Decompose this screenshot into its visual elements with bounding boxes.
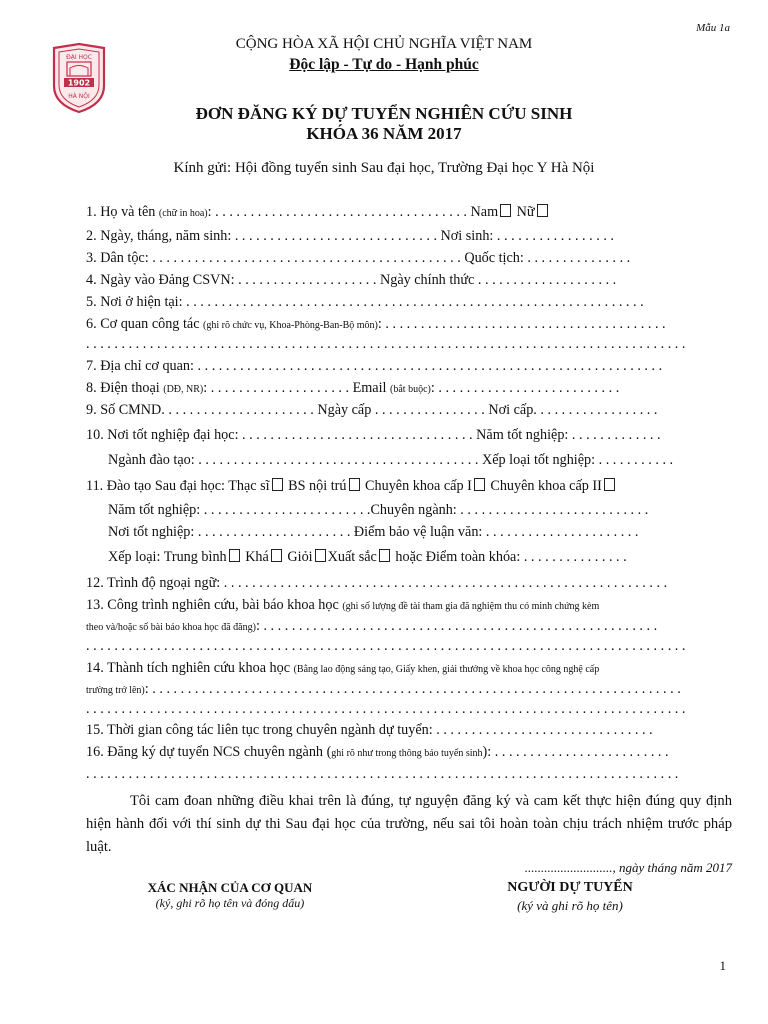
field-work-time[interactable]: 15. Thời gian công tác liên tục trong chuyên ngành dự tuyển: . . . . . . . . . . . . . . . . . . . . . . . . . . . . . . .: [86, 722, 653, 738]
field-dots: : . . . . . . . . . . . . . . . . . . . . . . . . . . . . . . . . . . . . . . . . . . . . . . . . . . . . . . . .: [255, 618, 658, 634]
field-language[interactable]: 12. Trình độ ngoại ngữ: . . . . . . . . . . . . . . . . . . . . . . . . . . . . . . . . . . . . . . . . . . . . . . . . . . . . . . . . . . . . . . .: [86, 575, 668, 591]
checkbox-male[interactable]: [500, 204, 511, 217]
field-research[interactable]: [86, 596, 732, 616]
checkbox-excellent[interactable]: [379, 549, 390, 562]
form-title: ĐƠN ĐĂNG KÝ DỰ TUYỂN NGHIÊN CỨU SINH: [195, 104, 573, 123]
field-achievements[interactable]: [86, 659, 732, 679]
checkbox-female[interactable]: [537, 204, 548, 217]
field-major[interactable]: Ngành đào tạo: . . . . . . . . . . . . . . . . . . . . . . . . . . . . . . . . . . . . . . . . Xếp loại tốt nghiệp: . . . . . . . . . . .: [108, 452, 674, 468]
field-hint: ghi rõ như trong thông báo tuyển sinh: [331, 748, 483, 759]
field-research-cont2[interactable]: . . . . . . . . . . . . . . . . . . . . . . . . . . . . . . . . . . . . . . . . . . . . . . . . . . . . . . . . . . . . . . . . . . . . . . . . . . . . . . . . . . . . .: [86, 638, 686, 654]
field-achievements-cont2[interactable]: . . . . . . . . . . . . . . . . . . . . . . . . . . . . . . . . . . . . . . . . . . . . . . . . . . . . . . . . . . . . . . . . . . . . . . . . . . . . . . . . . . . . .: [86, 701, 686, 717]
field-university[interactable]: 10. Nơi tốt nghiệp đại học: . . . . . . . . . . . . . . . . . . . . . . . . . . . . . . . . . Năm tốt nghiệp: . . . . . . . . . . . . .: [86, 427, 661, 443]
field-label: BS nội trú: [284, 478, 347, 494]
field-hint: (ghi rõ chức vụ, Khoa-Phòng-Ban-Bộ môn): [203, 320, 378, 331]
field-label: 8. Điện thoại: [86, 380, 164, 396]
field-birth[interactable]: 2. Ngày, tháng, năm sinh: . . . . . . . . . . . . . . . . . . . . . . . . . . . . . Nơi sinh: . . . . . . . . . . . . . . . . .: [86, 228, 614, 244]
field-hint: theo và/hoặc số bài báo khoa học đã đăng): [86, 622, 256, 633]
field-label: 6. Cơ quan công tác: [86, 316, 204, 332]
field-hint: (bắt buộc): [390, 384, 431, 395]
declaration-text: Tôi cam đoan những điều khai trên là đúng, tự nguyện đăng ký và cam kết thực hiện đúng quy định hiện hành đối với thí sinh dự thi Sau đại học của trường, nếu sai tôi hoàn toàn chịu trách nhiệm trước pháp luật.: [86, 793, 732, 855]
field-phone-email[interactable]: [86, 379, 732, 399]
form-subtitle: KHÓA 36 NĂM 2017: [306, 124, 462, 143]
checkbox-good[interactable]: [271, 549, 282, 562]
field-label: Khá: [241, 549, 269, 565]
svg-text:1902: 1902: [67, 78, 91, 88]
field-workplace-cont[interactable]: . . . . . . . . . . . . . . . . . . . . . . . . . . . . . . . . . . . . . . . . . . . . . . . . . . . . . . . . . . . . . . . . . . . . . . . . . . . . . . . . . . . . .: [86, 336, 686, 352]
field-grad-place[interactable]: Nơi tốt nghiệp: . . . . . . . . . . . . . . . . . . . . . . Điểm bảo vệ luận văn: . . . . . . . . . . . . . . . . . . . . . .: [108, 524, 639, 540]
field-label: Nữ: [513, 204, 535, 220]
field-label: Chuyên khoa cấp I: [361, 478, 472, 494]
field-dots: : . . . . . . . . . . . . . . . . . . . . . . . . . . . . . . . . . . . . Nam: [207, 204, 499, 220]
field-specialty[interactable]: [86, 743, 732, 763]
field-label: 16. Đăng ký dự tuyển NCS chuyên ngành (: [86, 744, 332, 760]
field-hint: (DĐ, NR): [163, 384, 204, 395]
field-ethnicity[interactable]: 3. Dân tộc: . . . . . . . . . . . . . . . . . . . . . . . . . . . . . . . . . . . . . . . . . . . . Quốc tịch: . . . . . . . . . . . . . . .: [86, 250, 631, 266]
field-hint: (ghi số lượng đề tài tham gia đã nghiệm thu có minh chứng kèm: [342, 601, 600, 612]
checkbox-resident[interactable]: [349, 478, 360, 491]
field-research-cont[interactable]: [86, 617, 732, 637]
field-specialty-cont[interactable]: . . . . . . . . . . . . . . . . . . . . . . . . . . . . . . . . . . . . . . . . . . . . . . . . . . . . . . . . . . . . . . . . . . . . . . . . . . . . . . . . . . . .: [86, 766, 679, 782]
checkbox-specialist-2[interactable]: [604, 478, 615, 491]
field-dots: : . . . . . . . . . . . . . . . . . . . . . . . . . . . . . . . . . . . . . . . . . . . . . . . . . . . . . . . . . . . . . . . . . . . . . . . . . . .: [144, 681, 681, 697]
field-residence[interactable]: 5. Nơi ở hiện tại: . . . . . . . . . . . . . . . . . . . . . . . . . . . . . . . . . . . . . . . . . . . . . . . . . . . . . . . . . . . . . . . . .: [86, 294, 644, 310]
field-dots: hoặc Điểm toàn khóa: . . . . . . . . . . . . . . .: [391, 549, 627, 565]
field-id-card[interactable]: 9. Số CMND. . . . . . . . . . . . . . . . . . . . . . Ngày cấp . . . . . . . . . . . . . . . . Nơi cấp. . . . . . . . . . . . . . . . . .: [86, 402, 658, 418]
field-grad-year[interactable]: Năm tốt nghiệp: . . . . . . . . . . . . . . . . . . . . . . . .Chuyên ngành: . . . . . . . . . . . . . . . . . . . . . . . . . . .: [108, 502, 649, 518]
field-hint: (Bằng lao động sáng tạo, Giấy khen, giải thưởng về khoa học công nghệ cấp: [293, 664, 600, 675]
field-label: 13. Công trình nghiên cứu, bài báo khoa học: [86, 597, 343, 613]
field-achievements-cont[interactable]: [86, 680, 732, 700]
applicant-note: (ký và ghi rõ họ tên): [517, 898, 623, 913]
field-label: 11. Đào tạo Sau đại học: Thạc sĩ: [86, 478, 270, 494]
page-number: 1: [719, 958, 726, 973]
checkbox-average[interactable]: [229, 549, 240, 562]
checkbox-specialist-1[interactable]: [474, 478, 485, 491]
addressee: Kính gửi: Hội đồng tuyển sinh Sau đại học, Trường Đại học Y Hà Nội: [173, 160, 595, 176]
field-full-name[interactable]: [86, 203, 732, 223]
field-label: Chuyên khoa cấp II: [486, 478, 602, 494]
field-dots: : . . . . . . . . . . . . . . . . . . . . Email: [203, 380, 391, 396]
date-line[interactable]: ..........................., ngày tháng năm 2017: [524, 860, 732, 875]
declaration: [86, 790, 732, 859]
field-postgrad[interactable]: [86, 477, 732, 495]
checkbox-master[interactable]: [272, 478, 283, 491]
applicant-title: NGƯỜI DỰ TUYỂN: [507, 880, 633, 895]
field-workplace[interactable]: [86, 315, 732, 335]
field-work-address[interactable]: 7. Địa chỉ cơ quan: . . . . . . . . . . . . . . . . . . . . . . . . . . . . . . . . . . . . . . . . . . . . . . . . . . . . . . . . . . . . . . . . . .: [86, 358, 663, 374]
field-dots: ): . . . . . . . . . . . . . . . . . . . . . . . . .: [482, 744, 669, 760]
field-label: Xuất sắc: [327, 549, 377, 565]
svg-text:HÀ NỘI: HÀ NỘI: [68, 93, 90, 100]
field-label: 14. Thành tích nghiên cứu khoa học: [86, 660, 294, 676]
field-party[interactable]: 4. Ngày vào Đảng CSVN: . . . . . . . . . . . . . . . . . . . . Ngày chính thức . . . . . . . . . . . . . . . . . . . .: [86, 272, 617, 288]
motto: Độc lập - Tự do - Hạnh phúc: [289, 56, 479, 73]
field-hint: (chữ in hoa): [158, 208, 208, 219]
agency-confirmation-title: XÁC NHẬN CỦA CƠ QUAN: [147, 880, 313, 895]
field-classification[interactable]: [108, 548, 732, 566]
field-dots: : . . . . . . . . . . . . . . . . . . . . . . . . . . . . . . . . . . . . . . . .: [377, 316, 666, 332]
checkbox-very-good[interactable]: [315, 549, 326, 562]
agency-confirmation-note: (ký, ghi rõ họ tên và đóng dấu): [155, 896, 305, 910]
svg-text:ĐẠI HỌC: ĐẠI HỌC: [66, 54, 92, 61]
field-label: 1. Họ và tên: [86, 204, 159, 220]
nation-heading: CỘNG HÒA XÃ HỘI CHỦ NGHĨA VIỆT NAM: [235, 36, 533, 52]
field-hint: trường trở lên): [86, 685, 145, 696]
field-label: Xếp loại: Trung bình: [108, 549, 227, 565]
field-dots: : . . . . . . . . . . . . . . . . . . . . . . . . . .: [430, 380, 620, 396]
form-number: Mẫu 1a: [696, 22, 730, 34]
field-label: Giỏi: [283, 549, 313, 565]
